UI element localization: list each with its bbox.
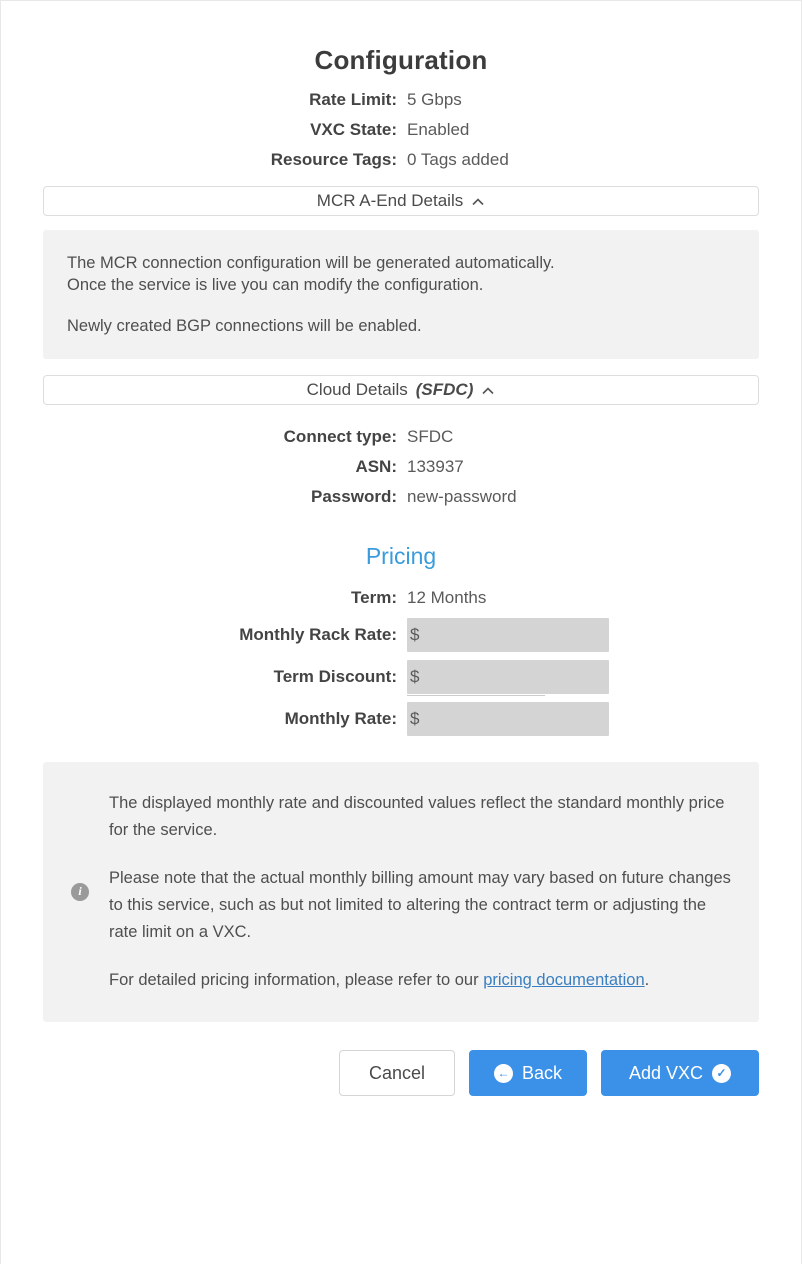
- term-discount-value: [407, 660, 609, 694]
- pricing-heading: Pricing: [365, 542, 437, 569]
- note-link-suffix: .: [644, 971, 650, 990]
- pricing-note: [43, 762, 759, 1022]
- note-paragraph-1: The displayed monthly rate and discounted values reflect the standard monthly price for the service.: [109, 793, 725, 839]
- note-link-intro: For detailed pricing information, please refer to our: [109, 971, 484, 990]
- rate-limit-label: Rate Limit:: [309, 90, 397, 109]
- pricing-documentation-link[interactable]: pricing documentation: [483, 971, 645, 990]
- row-term-discount: [43, 660, 759, 694]
- redaction-bar: [407, 618, 609, 652]
- vxc-state-label: VXC State:: [310, 120, 397, 139]
- asn-label: ASN:: [355, 456, 397, 476]
- value-underline: [407, 695, 545, 696]
- currency-symbol: $: [410, 708, 420, 728]
- monthly-rate-label: Monthly Rate:: [284, 708, 397, 728]
- mcr-info-paragraph-2: Newly created BGP connections will be enabled.: [67, 316, 422, 335]
- row-rate-limit: [43, 90, 759, 110]
- term-value: 12 Months: [407, 587, 487, 607]
- currency-symbol: $: [410, 666, 420, 686]
- asn-value: 133937: [407, 456, 464, 476]
- rate-limit-value: 5 Gbps: [407, 90, 462, 109]
- note-paragraph-3: [109, 967, 733, 994]
- section-label-cloud: Cloud Details: [306, 379, 408, 399]
- section-label-mcr: MCR A-End Details: [316, 191, 464, 210]
- row-connect-type: [43, 427, 759, 447]
- page-title: Configuration: [314, 45, 488, 75]
- mcr-info-paragraph-1: The MCR connection configuration will be generated automatically. Once the service is live you can modify the configuration.: [67, 254, 555, 295]
- row-password: [43, 487, 759, 507]
- cancel-button[interactable]: [339, 1050, 455, 1096]
- dialog-footer: [43, 1050, 759, 1126]
- vxc-state-value: Enabled: [407, 120, 470, 139]
- term-discount-label: Term Discount:: [273, 666, 397, 686]
- add-vxc-button-label: Add VXC: [628, 1062, 704, 1083]
- chevron-up-icon[interactable]: [481, 384, 495, 398]
- row-asn: [43, 457, 759, 477]
- password-label: Password:: [311, 486, 397, 506]
- cancel-button-label: Cancel: [368, 1062, 426, 1083]
- cloud-details-rows: [43, 427, 759, 507]
- connect-type-value: SFDC: [407, 426, 454, 446]
- note-icon-column: [69, 790, 91, 994]
- chevron-up-icon[interactable]: [471, 195, 485, 209]
- check-circle-icon: ✓: [712, 1064, 731, 1083]
- resource-tags-label: Resource Tags:: [270, 150, 397, 169]
- password-value: new-password: [407, 486, 517, 506]
- row-vxc-state: [43, 120, 759, 140]
- resource-tags-value: 0 Tags added: [407, 150, 509, 169]
- monthly-rack-rate-value: [407, 618, 609, 652]
- configuration-summary: [43, 90, 759, 170]
- add-vxc-button[interactable]: [601, 1050, 759, 1096]
- monthly-rate-value: [407, 702, 609, 736]
- section-sublabel-cloud: (SFDC): [415, 379, 474, 399]
- back-button[interactable]: [469, 1050, 587, 1096]
- term-label: Term:: [351, 587, 397, 607]
- row-monthly-rate: [43, 702, 759, 736]
- row-resource-tags: [43, 150, 759, 170]
- currency-symbol: $: [410, 624, 420, 644]
- monthly-rack-rate-label: Monthly Rack Rate:: [239, 624, 397, 644]
- section-header-cloud-details[interactable]: [43, 375, 759, 405]
- arrow-left-circle-icon: ←: [494, 1064, 513, 1083]
- section-header-mcr-a-end-details[interactable]: [43, 186, 759, 216]
- note-text-column: [109, 790, 733, 994]
- row-monthly-rack-rate: [43, 618, 759, 652]
- info-icon: i: [71, 883, 89, 901]
- note-paragraph-2: Please note that the actual monthly billing amount may vary based on future changes to this service, such as but not limited to altering the contract term or adjusting the rate limit on a VXC.: [109, 869, 731, 941]
- mcr-info-panel: [43, 230, 759, 359]
- redaction-bar: [407, 702, 609, 736]
- row-term: [43, 588, 759, 608]
- back-button-label: Back: [521, 1062, 563, 1083]
- connect-type-label: Connect type:: [283, 426, 397, 446]
- redaction-bar: [407, 660, 609, 694]
